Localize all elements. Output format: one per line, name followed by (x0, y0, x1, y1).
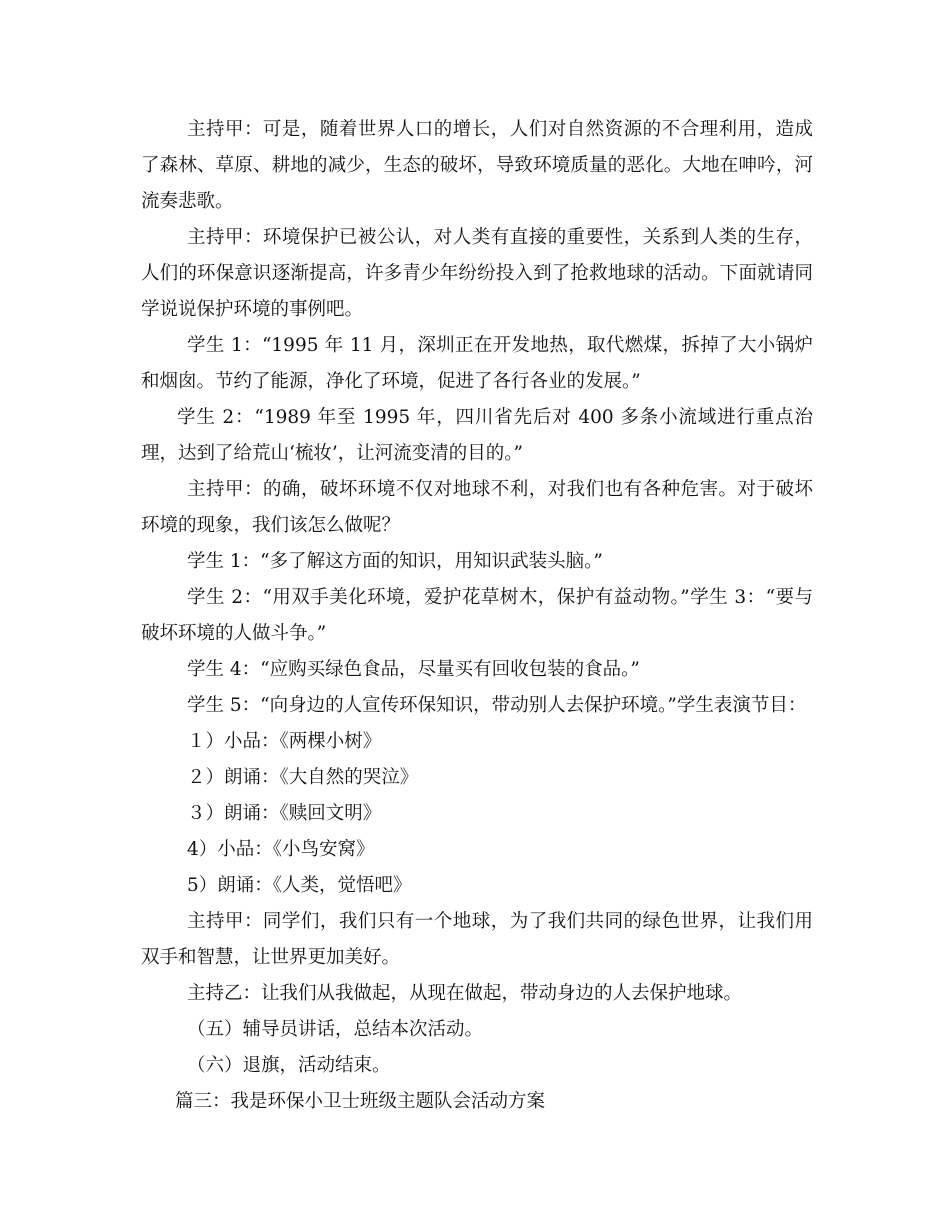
paragraph-student-1-example: 学生 1：“1995 年 11 月，深圳正在开发地热，取代燃煤，拆掉了大小锅炉和烟囱。节约了能源，净化了环境，促进了各行各业的发展。” (141, 335, 813, 392)
paragraph-student-2-example: 学生 2：“1989 年至 1995 年，四川省先后对 400 多条小流域进行重点治理，达到了给荒山‘梳妆’，让河流变清的目的。” (141, 407, 813, 464)
paragraph-section-five: （五）辅导员讲话，总结本次活动。 (187, 1019, 484, 1040)
paragraph-host-b-closing: 主持乙：让我们从我做起，从现在做起，带动身边的人去保护地球。 (187, 983, 743, 1004)
paragraph-host-a-closing: 主持甲：同学们，我们只有一个地球，为了我们共同的绿色世界，让我们用双手和智慧，让世界更加美好。 (141, 911, 813, 968)
program-item-2: ２）朗诵：《大自然的哭泣》 (187, 767, 419, 788)
paragraph-section-six: （六）退旗，活动结束。 (187, 1055, 391, 1076)
section-heading-part-three: 篇三：我是环保小卫士班级主题队会活动方案 (175, 1091, 546, 1112)
paragraph-student-4-answer: 学生 4：“应购买绿色食品，尽量买有回收包装的食品。” (187, 659, 640, 680)
paragraph-student-5-answer: 学生 5：“向身边的人宣传环保知识，带动别人去保护环境。”学生表演节目： (187, 695, 807, 716)
program-item-3: ３）朗诵：《赎回文明》 (187, 803, 382, 824)
program-item-1: １）小品：《两棵小树》 (187, 731, 382, 752)
paragraph-student-1-answer: 学生 1：“多了解这方面的知识，用知识武装头脑。” (187, 551, 603, 572)
paragraph-student-2-3-answer: 学生 2：“用双手美化环境，爱护花草树木，保护有益动物。”学生 3：“要与破坏环境的人做斗争。” (141, 587, 813, 644)
paragraph-host-a-3: 主持甲：的确，破坏环境不仅对地球不利，对我们也有各种危害。对于破坏环境的现象，我们该怎么做呢？ (141, 479, 813, 536)
paragraph-host-a-2: 主持甲：环境保护已被公认，对人类有直接的重要性，关系到人类的生存，人们的环保意识逐渐提高，许多青少年纷纷投入到了抢救地球的活动。下面就请同学说说保护环境的事例吧。 (141, 227, 813, 320)
document-body (141, 112, 813, 1120)
program-item-4: 4）小品：《小鸟安窝》 (187, 839, 375, 860)
paragraph-host-a-1: 主持甲：可是，随着世界人口的增长，人们对自然资源的不合理利用，造成了森林、草原、耕地的减少，生态的破坏，导致环境质量的恶化。大地在呻吟，河流奏悲歌。 (141, 119, 813, 212)
program-item-5: 5）朗诵：《人类，觉悟吧》 (187, 875, 412, 896)
